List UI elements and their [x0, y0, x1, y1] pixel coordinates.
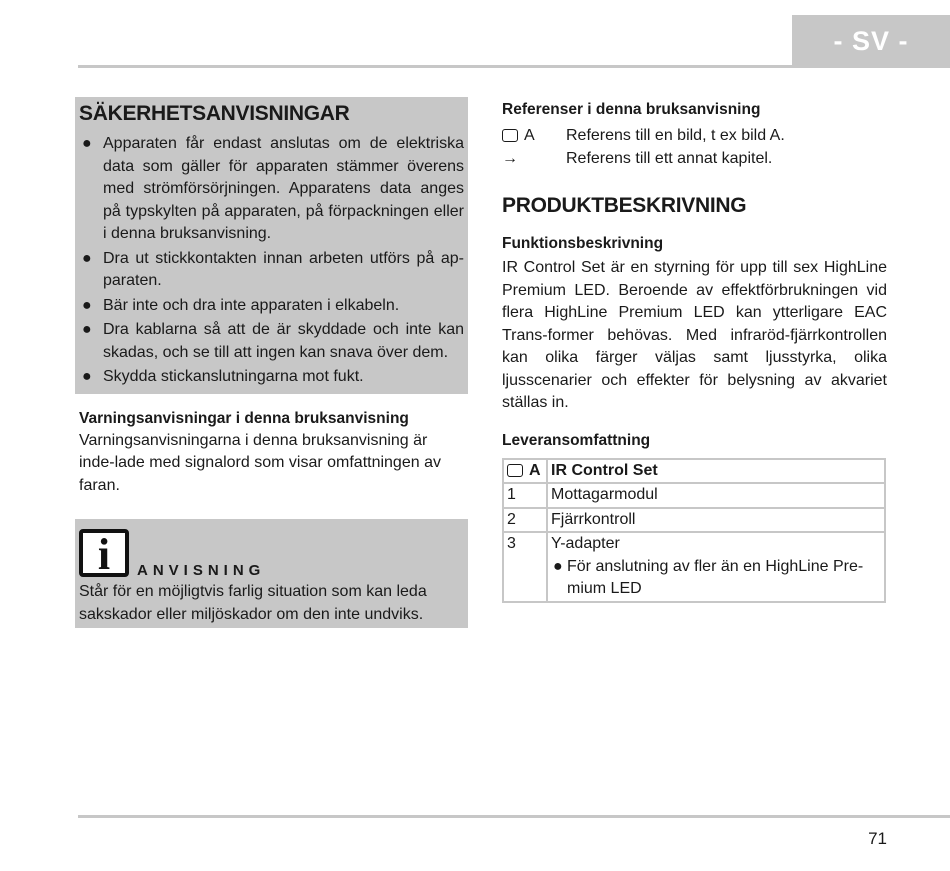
table-cell-name: Y-adapter [551, 535, 620, 552]
notice-box [75, 519, 468, 628]
table-row [503, 532, 885, 602]
page-number: 71 [868, 829, 887, 848]
notice-header [79, 529, 464, 577]
reference-row [502, 124, 887, 147]
table-header-row: A IR Control Set [503, 459, 885, 484]
square-icon [502, 129, 518, 142]
info-icon: i [79, 529, 129, 577]
bullet-icon: ● [82, 135, 92, 152]
notice-text: Står för en möjligtvis farlig situation som kan leda sakskador eller miljöskador om den inte undviks. [79, 583, 427, 623]
function-text: IR Control Set är en styrning för upp till sex HighLine Premium LED. Beroende av effektförbrukningen vid flera HighLine Premium LED kan ytterligare EAC Trans-former behövas. Med infraröd-fjärrkontrollen kan olika färger väljas samt ljusstyrka, olika ljusscenarier och effekter för belysning av akvariet ställas in. [502, 259, 887, 411]
table-row [503, 483, 885, 508]
right-column [502, 99, 887, 603]
table-header-name: IR Control Set [551, 461, 658, 479]
bullet-icon: ● [553, 557, 563, 575]
reference-text: Referens till ett annat kapitel. [566, 150, 773, 167]
square-icon [507, 464, 523, 477]
warnings-section [75, 408, 468, 498]
function-heading: Funktionsbeskrivning [502, 235, 664, 252]
bullet-icon: ● [82, 321, 92, 338]
table-cell-name: Fjärrkontroll [547, 508, 885, 533]
references-heading: Referenser i denna bruksanvisning [502, 101, 761, 118]
list-item: ● Apparaten får endast anslutas om de elektriska data som gäller för apparaten stämmer överens med strömförsörjningen. Apparatens data anges på typskylten på apparaten, på förpackningen eller i denna bruksanvisning. [82, 135, 464, 242]
safety-list [79, 133, 464, 389]
reference-symbol: A [524, 127, 535, 144]
scope-heading: Leveransomfattning [502, 431, 651, 449]
list-item: ● Skydda stickanslutningarna mot fukt. [79, 366, 464, 389]
left-column [75, 97, 468, 628]
list-item: ● Dra ut stickkontakten innan arbeten utförs på ap-paraten. [82, 249, 464, 289]
reference-text: Referens till en bild, t ex bild A. [566, 127, 785, 144]
table-cell-num: 1 [503, 483, 547, 508]
table-cell-num: 2 [503, 508, 547, 533]
safety-title: SÄKERHETSANVISNINGAR [79, 102, 350, 125]
list-item: ● Dra kablarna så att de är skyddade och inte kan skadas, och se till att ingen kan snava över dem. [82, 321, 464, 361]
safety-section [75, 97, 468, 394]
bullet-icon: ● [82, 296, 92, 314]
table-cell-bullet: ● För anslutning av fler än en HighLine Pre-mium LED [553, 557, 864, 597]
bullet-icon: ● [82, 249, 92, 267]
notice-label: ANVISNING [137, 562, 266, 579]
bullet-icon: ● [82, 368, 92, 385]
footer-divider [78, 815, 950, 818]
warnings-text: Varningsanvisningarna i denna bruksanvisning är inde-lade med signalord som visar omfattningen av faran. [79, 431, 441, 494]
language-tab: - SV - [792, 15, 950, 67]
warnings-heading: Varningsanvisningar i denna bruksanvisning [79, 409, 409, 427]
list-item: ● Bär inte och dra inte apparaten i elkabeln. [79, 295, 464, 318]
arrow-right-icon: → [502, 150, 518, 167]
product-title: PRODUKTBESKRIVNING [502, 194, 747, 217]
table-cell-name: Mottagarmodul [547, 483, 885, 508]
table-cell-num: 3 [503, 532, 547, 602]
header-divider [78, 65, 950, 68]
table-row [503, 508, 885, 533]
scope-table [502, 458, 886, 603]
reference-row [502, 147, 887, 170]
